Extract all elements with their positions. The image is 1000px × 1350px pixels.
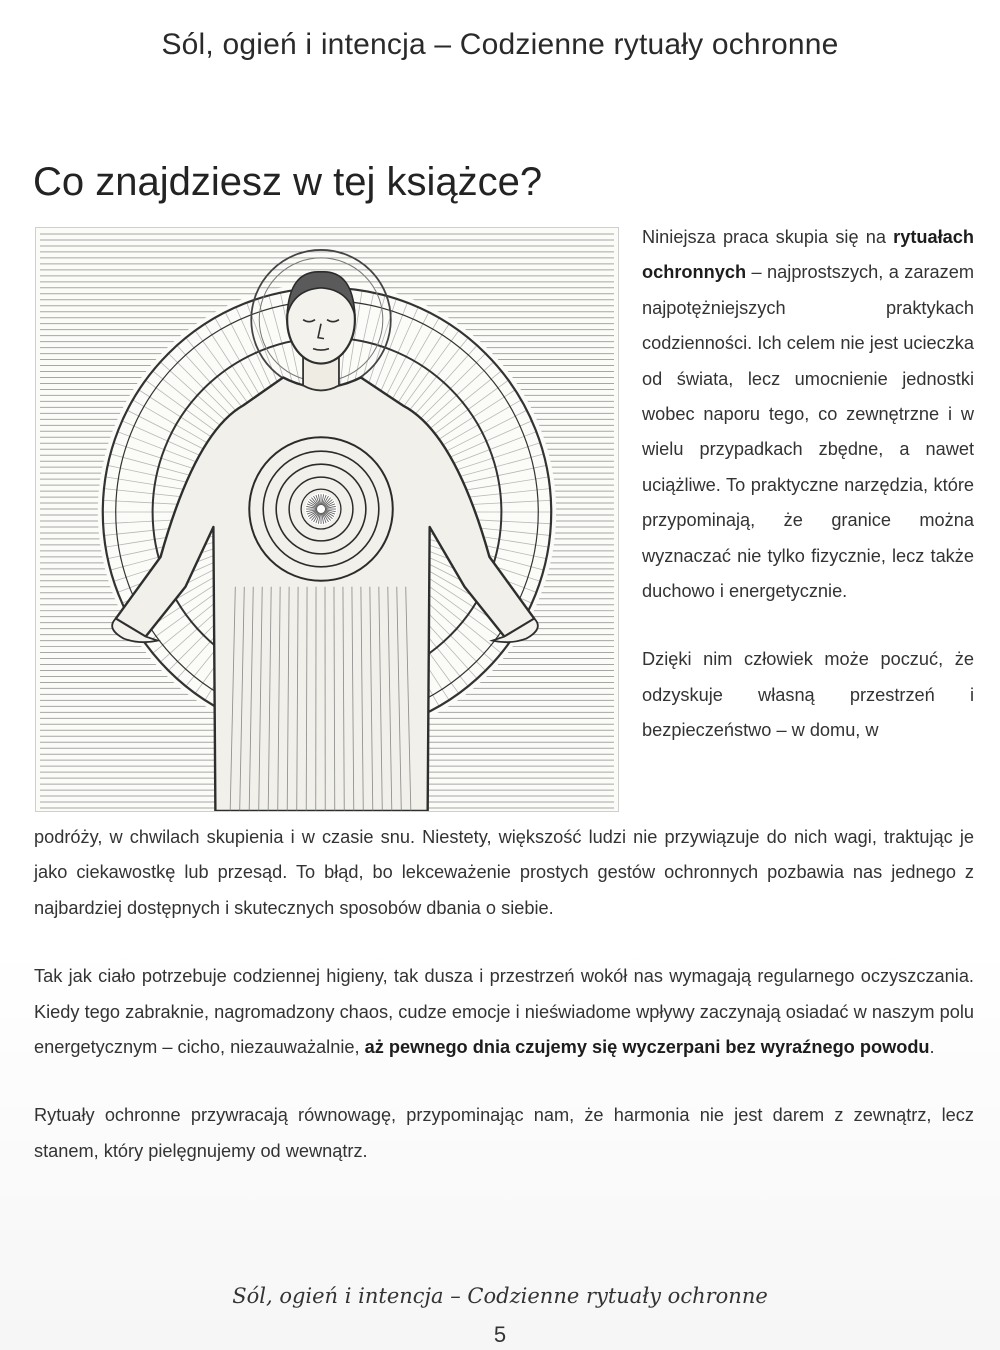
running-header: Sól, ogień i intencja – Codzienne rytuały ochronne: [161, 28, 839, 61]
paragraph-2-continued: podróży, w chwilach skupienia i w czasie snu. Niestety, większość ludzi nie przywiązuje do nich wagi, traktując je jako ciekawostkę lub przesąd. To błąd, bo lekceważenie prostych gestów ochronnych pozbawia nas jednego z najbardziej dostępnych i skutecznych sposobów dbania o siebie.: [34, 827, 974, 918]
page-number: 5: [493, 1322, 507, 1347]
paragraph-2-start: [642, 642, 974, 748]
paragraph-3: [34, 959, 974, 1065]
text-run: Dzięki nim człowiek może poczuć, że odzyskuje własną przestrzeń i bezpieczeństwo – w domu, w: [642, 649, 974, 741]
paragraph-4: Rytuały ochronne przywracają równowagę, przypominając nam, że harmonia nie jest darem z zewnątrz, lecz stanem, który pielęgnujemy od wewnątrz.: [34, 1105, 974, 1161]
body-text: [34, 820, 974, 1169]
illustration-svg: [36, 228, 618, 811]
running-footer: Sól, ogień i intencja – Codzienne rytuały ochronne: [232, 1284, 768, 1308]
emphasis-text: rytuałach ochronnych: [642, 227, 974, 283]
text-run: .: [929, 1037, 935, 1058]
text-run: Tak jak ciało potrzebuje codziennej higieny, tak dusza i przestrzeń wokół nas wymagają regularnego oczyszczania. Kiedy tego zabraknie, nagromadzony chaos, cudze emocje i nieświadome wpływy zaczynają osiadać w naszym polu energetycznym – cicho, niezauważalnie,: [34, 966, 974, 1058]
emphasis-text: aż pewnego dnia czujemy się wyczerpani bez wyraźnego powodu: [364, 1037, 930, 1058]
meditating-figure-illustration: [35, 227, 619, 812]
text-run: Niniejsza praca skupia się na: [642, 227, 894, 247]
paragraph-1: [642, 220, 974, 609]
section-title: Co znajdziesz w tej książce?: [33, 160, 543, 204]
text-run: – najprostszych, a zarazem najpotężniejszych praktykach codzienności. Ich celem nie jest ucieczka od świata, lecz umocnienie jednostki wobec naporu tego, co zewnętrzne i w wielu przypadkach zbędne, a nawet uciążliwe. To praktyczne narzędzia, które przypominają, że granice można wyznaczać nie tylko fizycznie, lecz także duchowo i energetycznie.: [642, 262, 974, 602]
side-text-column: [642, 220, 974, 749]
